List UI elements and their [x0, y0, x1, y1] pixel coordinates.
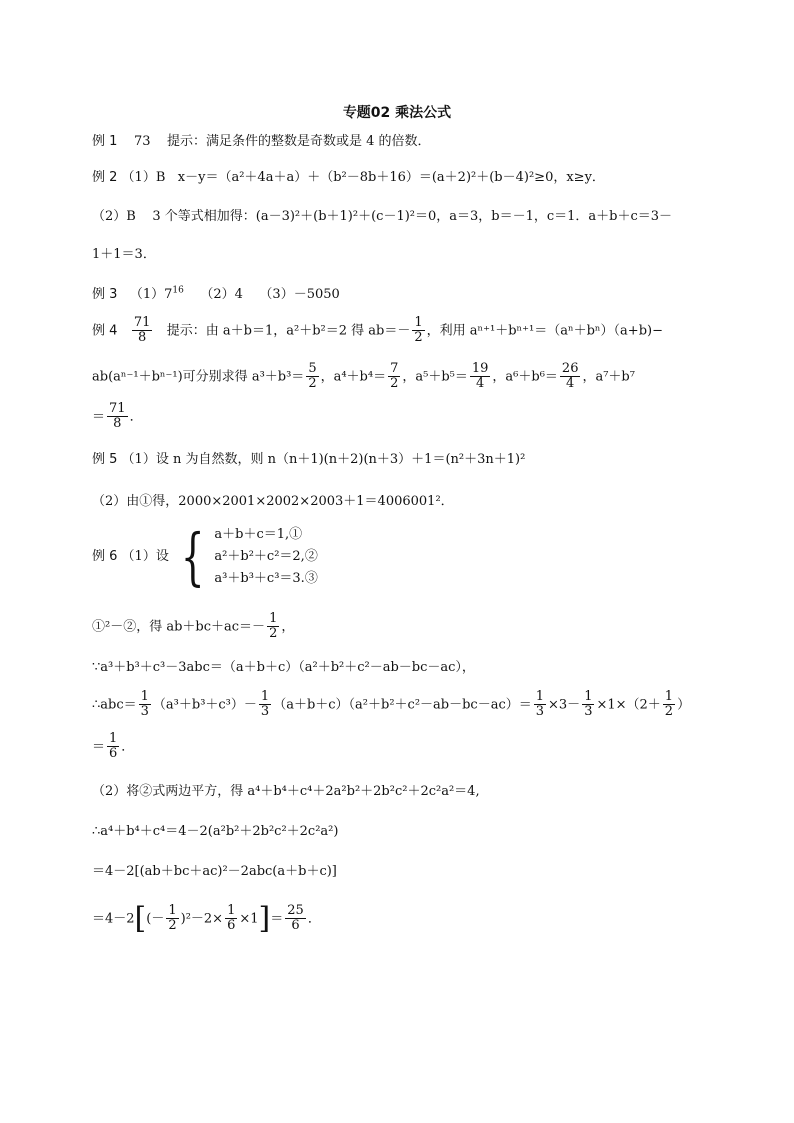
example-2-p2-text: 3 个等式相加得：(a－3)²＋(b＋1)²＋(c－1)²＝0，a＝3，b＝－1，c＝1．a＋b＋c＝3－	[152, 209, 673, 224]
example-3-p2: （2）4	[200, 287, 243, 302]
example-4-t5: ，a⁷＋b⁷	[582, 369, 635, 385]
example-5-p2: （2）由①得，2000×2001×2002×2003＋1＝4006001²．	[92, 494, 454, 509]
example-4-hint-b: ，利用 aⁿ⁺¹＋bⁿ⁺¹＝（aⁿ＋bⁿ）（a+b)−	[426, 323, 663, 339]
example-2-p2-tag: （2）B	[92, 209, 136, 224]
example-6-step-2	[92, 658, 732, 678]
example-2-p2-cont: 1＋1＝3．	[92, 247, 156, 262]
part-2-d-mid: )²－2×	[180, 911, 224, 927]
example-4-line-1	[92, 316, 732, 346]
example-3-label: 例 3	[92, 287, 118, 302]
fraction: $\frac{1}{6}$	[227, 903, 236, 934]
period: ．	[121, 739, 135, 755]
example-4-t4: ，a⁶＋b⁶＝	[492, 369, 558, 385]
step-3-mid-2: （a＋b＋c）（a²＋b²＋c²－ab－bc－ac）＝	[273, 697, 532, 713]
fraction: $\frac{19}{4}$	[471, 361, 489, 392]
example-4-half: $\frac{1}{2}$	[414, 315, 423, 346]
fraction: $\frac{71}{8}$	[109, 401, 126, 432]
example-6-system	[92, 520, 732, 596]
fraction: $\frac{1}{6}$	[109, 731, 118, 762]
example-2-label: 例 2	[92, 170, 118, 185]
example-6-part-2-b	[92, 822, 732, 842]
equation-system	[214, 524, 317, 590]
step-3-start: ∴abc＝	[92, 697, 137, 713]
example-3-p1: （1）7	[129, 287, 173, 302]
example-4-line2-text: ab(aⁿ⁻¹＋bⁿ⁻¹)可分别求得 a³＋b³＝	[92, 369, 305, 385]
fraction: $\frac{1}{2}$	[664, 689, 674, 720]
example-2-p1-tag: （1）B	[121, 170, 166, 185]
example-1-label: 例 1	[92, 134, 118, 149]
left-brace: {	[180, 520, 205, 593]
example-2-p1-text: x－y＝（a²＋4a＋a）＋（b²－8b＋16）＝(a＋2)²＋(b－4)²≥0，x≥y．	[177, 170, 605, 185]
step-1-text: ①²－②，得 ab＋bc＋ac＝－	[92, 619, 266, 635]
equation-3: a³＋b³＋c³＝3.③	[214, 571, 318, 586]
part-2-line-b: ∴a⁴＋b⁴＋c⁴＝4－2(a²b²＋2b²c²＋2c²a²)	[92, 824, 339, 839]
example-4-hint-a: 提示：由 a＋b＝1，a²＋b²＝2 得 ab＝－	[166, 323, 411, 339]
fraction: $\frac{1}{2}$	[269, 611, 278, 642]
fraction: $\frac{5}{2}$	[308, 361, 317, 392]
example-2-part-2	[92, 207, 732, 227]
example-6-step-3	[92, 690, 732, 720]
example-4-line-3	[92, 402, 732, 432]
part-2-d-mid-2: ×1	[239, 911, 259, 927]
part-2-d-start: ＝4－2	[92, 911, 135, 927]
example-6-part-2-c	[92, 862, 732, 882]
left-bracket: [	[134, 900, 147, 936]
example-3-p3: （3）－5050	[259, 287, 340, 302]
fraction: $\frac{7}{2}$	[390, 361, 399, 392]
example-4-label: 例 4	[92, 323, 118, 339]
example-2-part-1	[92, 168, 732, 188]
step-3-mid-3: ×3－	[548, 697, 581, 713]
equals-sign: ＝	[92, 739, 106, 755]
right-bracket: ]	[258, 900, 271, 936]
example-5-label: 例 5	[92, 452, 118, 467]
example-3	[92, 285, 732, 305]
part-2-line-c: ＝4－2[(ab＋bc＋ac)²－2abc(a＋b＋c)]	[92, 864, 337, 879]
equation-1: a＋b＋c＝1,①	[214, 527, 303, 542]
part-2-line-a: （2）将②式两边平方，得 a⁴＋b⁴＋c⁴＋2a²b²＋2b²c²＋2c²a²＝4,	[92, 784, 480, 799]
example-1-answer: 73	[133, 134, 151, 149]
page-title: 专题02 乘法公式	[342, 105, 452, 121]
example-6-part-2-d	[92, 900, 732, 936]
step-2-text: ∵a³＋b³＋c³－3abc＝（a＋b＋c）（a²＋b²＋c²－ab－bc－ac），	[92, 660, 475, 675]
fraction: $\frac{1}{2}$	[168, 903, 177, 934]
period: ．	[129, 409, 143, 425]
equals-sign: ＝	[270, 911, 284, 927]
example-6-label: 例 6	[92, 549, 118, 564]
equation-2: a²＋b²＋c²＝2,②	[214, 549, 318, 564]
step-3-end: ）	[677, 697, 691, 713]
example-2-part-2-cont	[92, 245, 732, 265]
example-4-answer-fraction: $\frac{71}{8}$	[133, 315, 151, 346]
period: ．	[307, 911, 321, 927]
example-6-intro: （1）设	[121, 549, 169, 564]
example-6-step-4	[92, 732, 732, 762]
example-5-part-1	[92, 450, 732, 470]
fraction: $\frac{1}{3}$	[535, 689, 545, 720]
example-1	[92, 132, 732, 152]
example-5-p1: （1）设 n 为自然数，则 n（n＋1)(n＋2)(n＋3）＋1＝(n²＋3n＋1)²	[121, 452, 526, 467]
example-6-part-2-a	[92, 782, 732, 802]
comma: ，	[281, 619, 295, 635]
fraction: $\frac{26}{4}$	[561, 361, 579, 392]
step-3-mid-1: （a³＋b³＋c³）－	[152, 697, 257, 713]
example-4-t2: ，a⁴＋b⁴＝	[320, 369, 387, 385]
example-1-hint: 提示：满足条件的整数是奇数或是 4 的倍数．	[167, 134, 431, 149]
example-4-t3: ，a⁵＋b⁵＝	[402, 369, 468, 385]
example-3-p1-exp: 16	[172, 285, 184, 296]
example-4-line-2	[92, 362, 732, 392]
step-3-mid-4: ×1×（2＋	[596, 697, 661, 713]
part-2-d-inner: (－	[146, 911, 165, 927]
fraction: $\frac{25}{6}$	[287, 903, 304, 934]
example-6-step-1	[92, 612, 732, 642]
fraction: $\frac{1}{3}$	[584, 689, 593, 720]
fraction: $\frac{1}{3}$	[140, 689, 149, 720]
example-5-part-2	[92, 492, 732, 512]
fraction: $\frac{1}{3}$	[260, 689, 270, 720]
equals-sign: ＝	[92, 409, 106, 425]
